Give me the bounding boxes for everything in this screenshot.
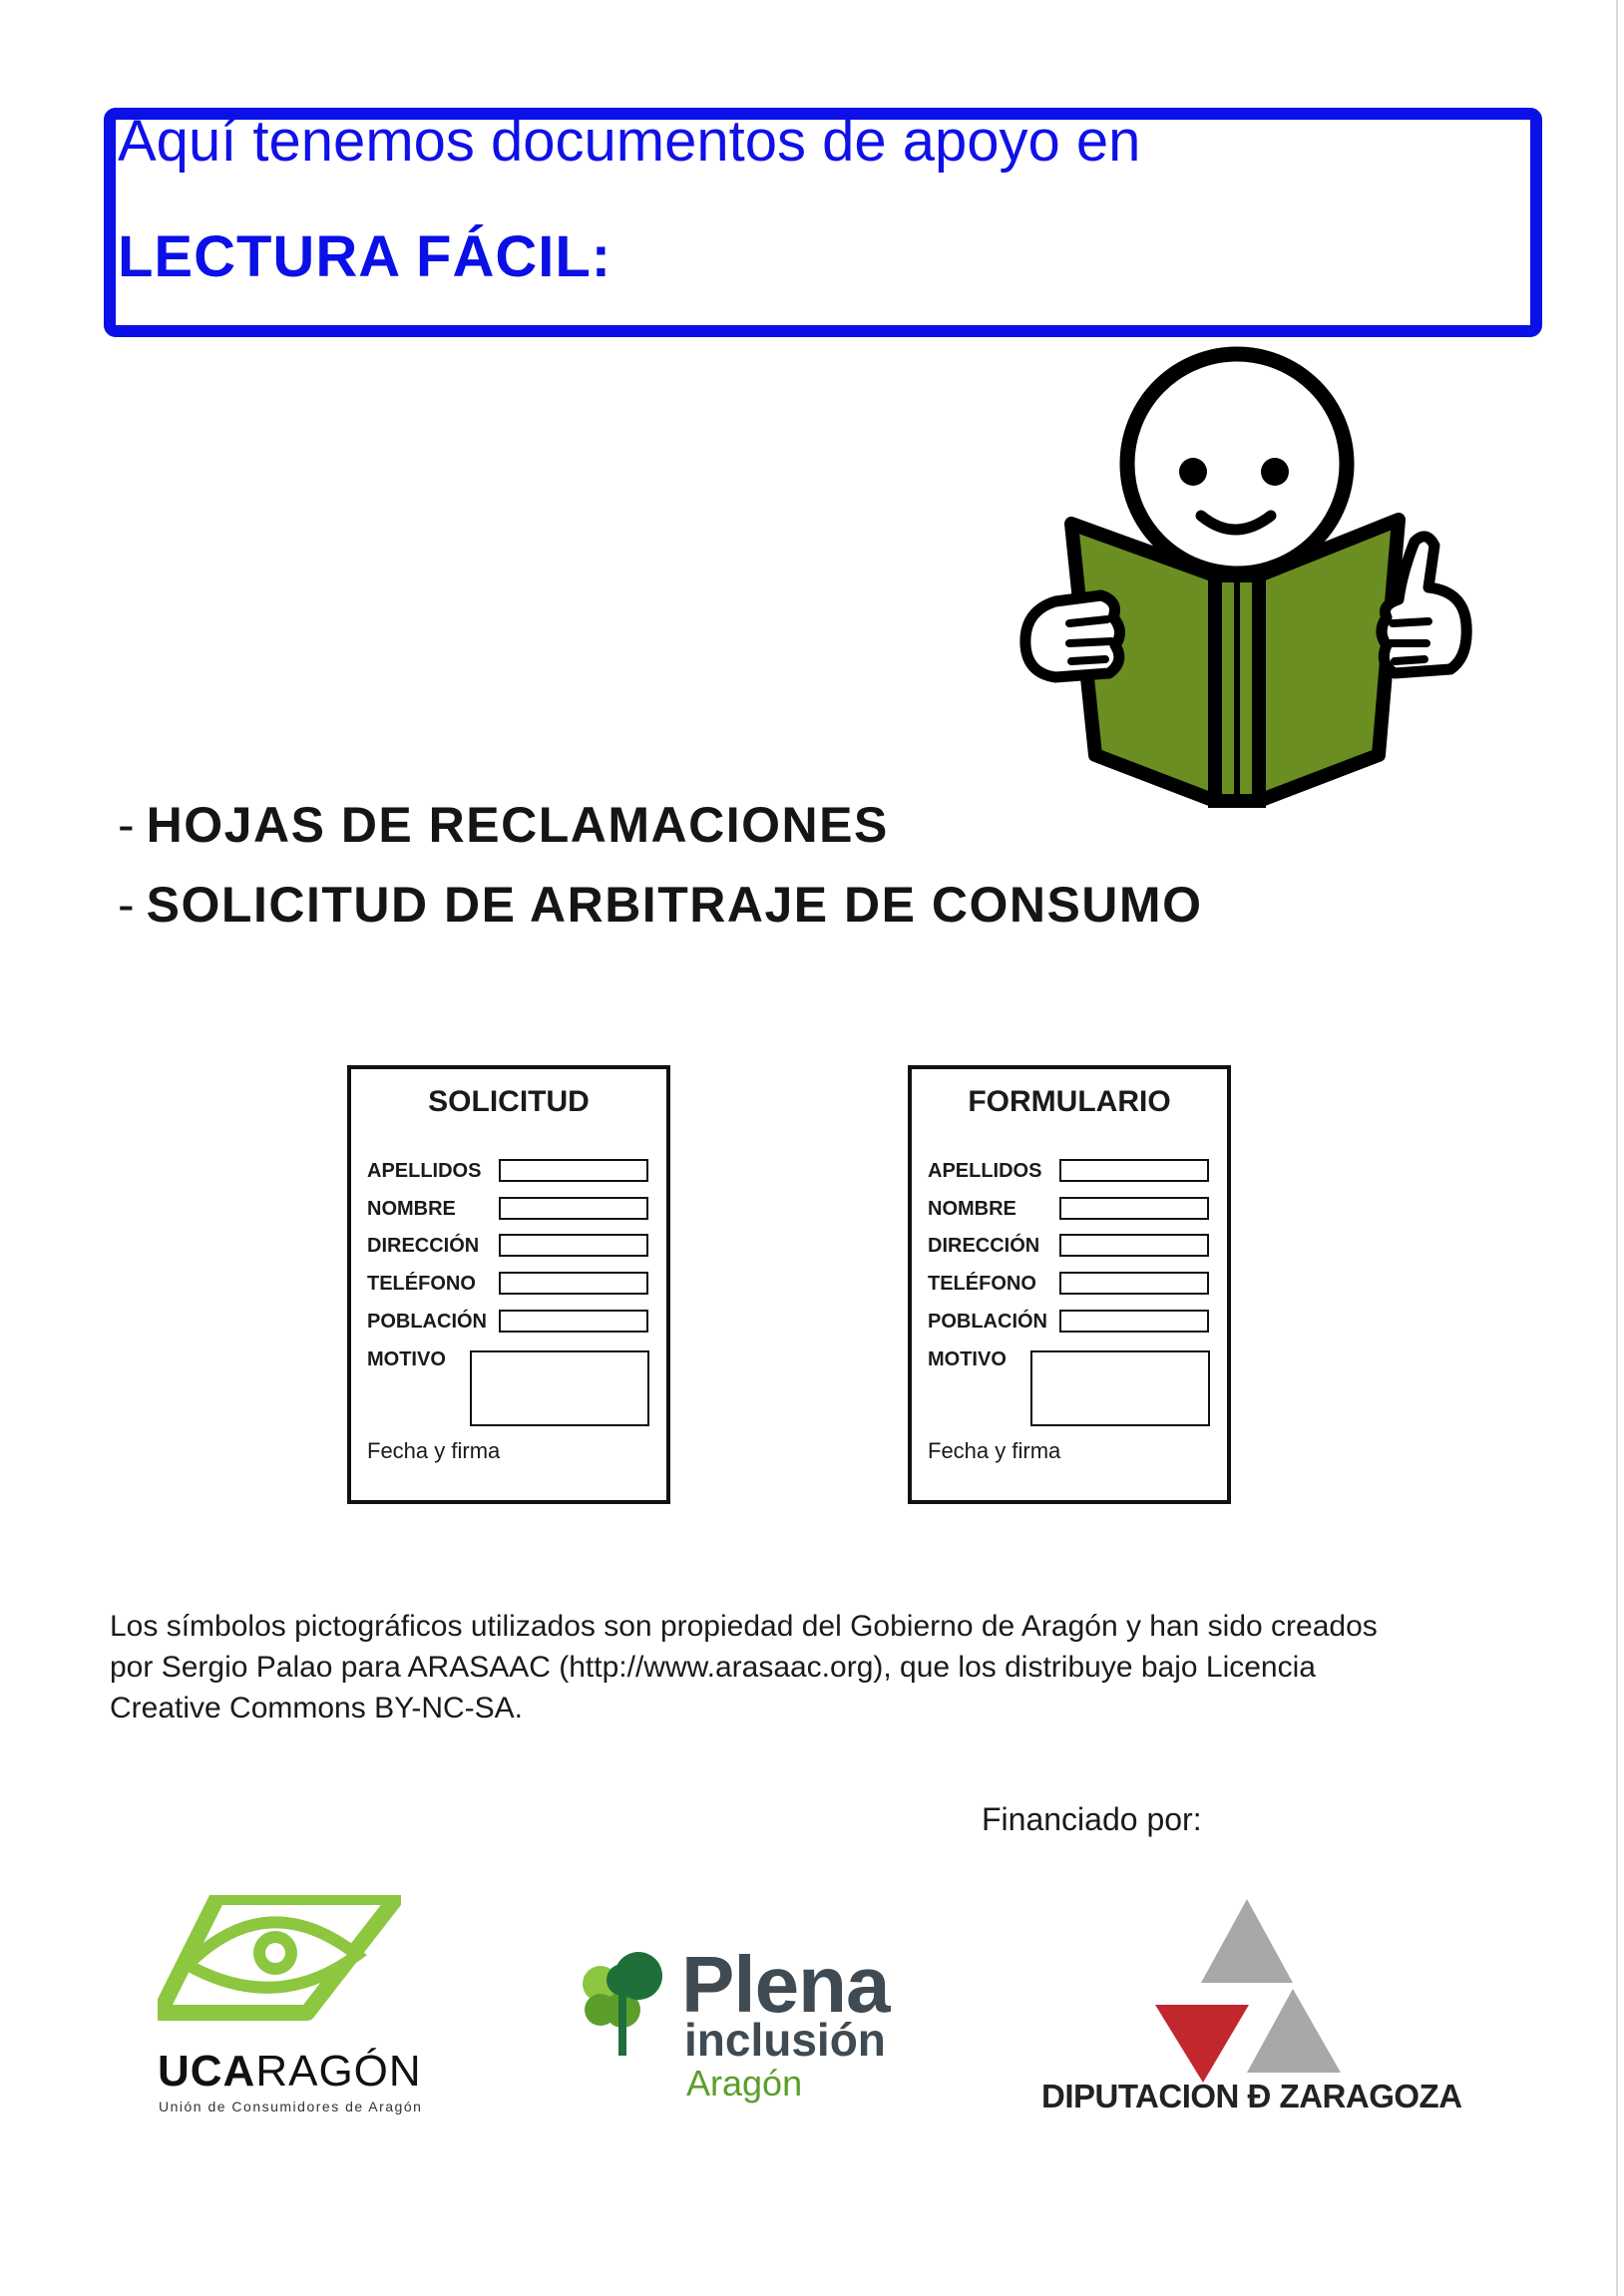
form-title: SOLICITUD bbox=[428, 1085, 590, 1118]
form-footer: Fecha y firma bbox=[928, 1438, 1061, 1463]
field-label-poblacion: POBLACIÓN bbox=[367, 1311, 487, 1333]
credits-paragraph bbox=[110, 1606, 1526, 1728]
field-box bbox=[1059, 1159, 1209, 1182]
field-label-telefono: TELÉFONO bbox=[928, 1273, 1036, 1295]
form-card-formulario bbox=[908, 1065, 1231, 1504]
field-box bbox=[499, 1159, 648, 1182]
field-box bbox=[1059, 1197, 1209, 1220]
field-label-motivo: MOTIVO bbox=[928, 1348, 1007, 1370]
field-label-poblacion: POBLACIÓN bbox=[928, 1311, 1047, 1333]
motivo-box bbox=[1030, 1350, 1210, 1426]
header-line-2: LECTURA FÁCIL: bbox=[118, 224, 612, 289]
reading-person-icon bbox=[1015, 344, 1476, 813]
uca-subtitle: Unión de Consumidores de Aragón bbox=[159, 2099, 423, 2114]
header-line-1: Aquí tenemos documentos de apoyo en bbox=[118, 109, 1141, 174]
plena-logo-word: Plena bbox=[681, 1940, 890, 2029]
field-label-motivo: MOTIVO bbox=[367, 1348, 446, 1370]
list-item-reclamaciones bbox=[118, 796, 889, 854]
credits-line: por Sergio Palao para ARASAAC (http://www.arasaac.org), que los distribuye bajo Licencia bbox=[110, 1651, 1316, 1684]
form-footer: Fecha y firma bbox=[367, 1438, 501, 1463]
field-label-nombre: NOMBRE bbox=[367, 1198, 456, 1220]
motivo-box bbox=[470, 1350, 649, 1426]
list-dash: - bbox=[118, 877, 135, 933]
field-label-apellidos: APELLIDOS bbox=[928, 1160, 1042, 1182]
uca-bold: UCA bbox=[158, 2047, 256, 2096]
field-box bbox=[1059, 1234, 1209, 1257]
field-box bbox=[499, 1310, 648, 1333]
plena-logo-region: Aragón bbox=[686, 2063, 803, 2104]
form-title: FORMULARIO bbox=[968, 1085, 1171, 1118]
field-label-direccion: DIRECCIÓN bbox=[928, 1235, 1040, 1257]
triangles-logo-icon bbox=[1155, 1897, 1345, 2083]
list-item-label: SOLICITUD DE ARBITRAJE DE CONSUMO bbox=[146, 877, 1203, 933]
form-card-solicitud bbox=[347, 1065, 670, 1504]
financiado-label: Financiado por: bbox=[982, 1801, 1202, 1837]
field-box bbox=[499, 1272, 648, 1295]
list-item-label: HOJAS DE RECLAMACIONES bbox=[146, 797, 889, 853]
field-box bbox=[499, 1234, 648, 1257]
field-label-nombre: NOMBRE bbox=[928, 1198, 1016, 1220]
list-item-arbitraje bbox=[118, 876, 1202, 934]
field-box bbox=[1059, 1310, 1209, 1333]
list-dash: - bbox=[118, 797, 135, 853]
credits-line: Los símbolos pictográficos utilizados son propiedad del Gobierno de Aragón y han sido creados bbox=[110, 1610, 1378, 1643]
field-label-direccion: DIRECCIÓN bbox=[367, 1235, 480, 1257]
dpz-logo-text: DIPUTACION Ð ZARAGOZA bbox=[1041, 2078, 1462, 2114]
clover-logo-icon bbox=[579, 1950, 678, 2060]
field-label-apellidos: APELLIDOS bbox=[367, 1160, 482, 1182]
uca-rest: RAGÓN bbox=[255, 2047, 422, 2096]
credits-line: Creative Commons BY-NC-SA. bbox=[110, 1692, 524, 1724]
field-box bbox=[1059, 1272, 1209, 1295]
plena-logo-inclusion: inclusión bbox=[684, 2014, 886, 2066]
uca-eye-logo-icon bbox=[158, 1895, 401, 2045]
field-label-telefono: TELÉFONO bbox=[367, 1273, 476, 1295]
field-box bbox=[499, 1197, 648, 1220]
uca-logo-text bbox=[158, 2047, 422, 2097]
page-edge-divider bbox=[1616, 0, 1618, 2296]
